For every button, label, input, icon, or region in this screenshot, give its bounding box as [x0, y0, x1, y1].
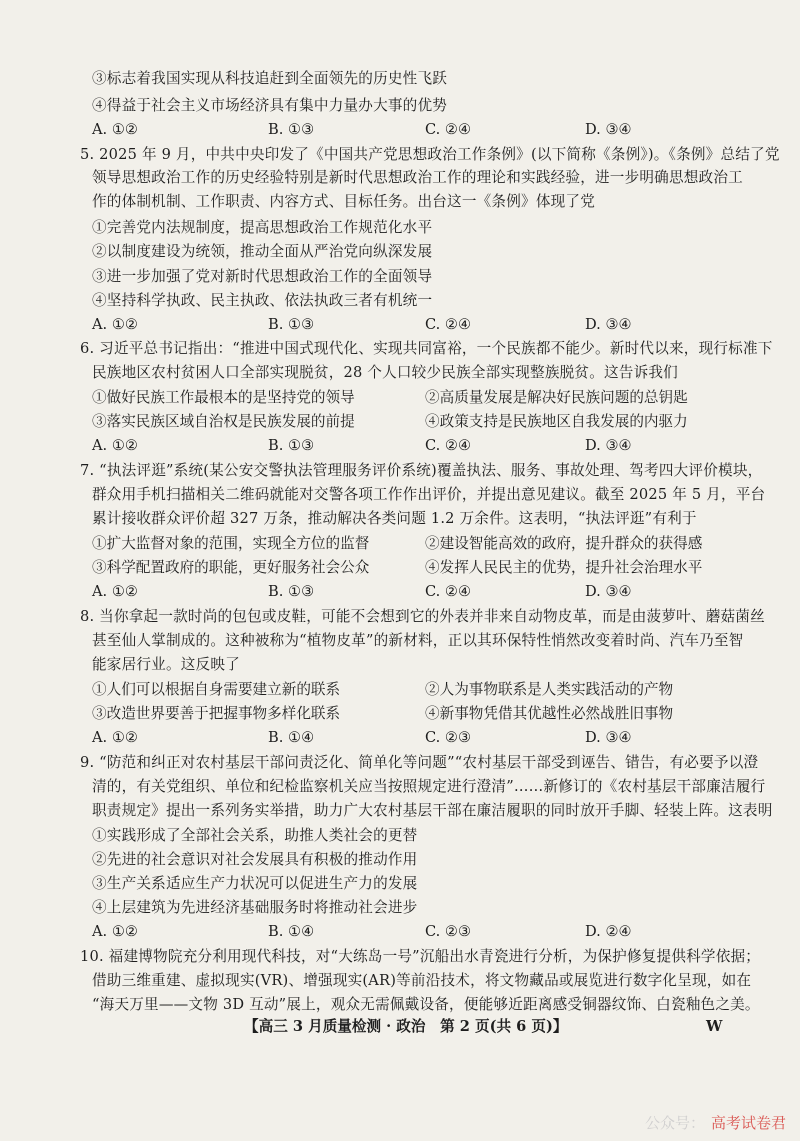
q4-statement-4: ④得益于社会主义市场经济具有集中力量办大事的优势 — [92, 97, 448, 114]
q10-stem-line-1: 10. 福建博物院充分利用现代科技，对“大练岛一号”沉船出水青瓷进行分析，为保护修复提供科学依据； — [80, 948, 761, 965]
q9-option-c: C. ②③ — [425, 923, 472, 940]
q5-option-d: D. ③④ — [585, 316, 632, 333]
q9-statement-2: ②先进的社会意识对社会发展具有积极的推动作用 — [92, 851, 418, 868]
q8-statement-3: ③改造世界要善于把握事物多样化联系 — [92, 705, 341, 722]
q7-statement-1: ①扩大监督对象的范围，实现全方位的监督 — [92, 535, 370, 552]
q8-option-c: C. ②③ — [425, 729, 472, 746]
q7-stem-line-3: 累计接收群众评价超 327 万条，推动解决各类问题 1.2 万余件。这表明，“执法评逛”有利于 — [92, 510, 697, 527]
q8-option-a: A. ①② — [92, 729, 138, 746]
q10-stem-line-2: 借助三维重建、虚拟现实(VR)、增强现实(AR)等前沿技术，将文物藏品或展览进行数字化呈现，如在 — [92, 972, 752, 989]
q8-statement-4: ④新事物凭借其优越性必然战胜旧事物 — [425, 705, 674, 722]
q9-option-a: A. ①② — [92, 923, 138, 940]
q5-statement-1: ①完善党内法规制度，提高思想政治工作规范化水平 — [92, 219, 433, 236]
q5-stem-line-2: 领导思想政治工作的历史经验特别是新时代思想政治工作的理论和实践经验，进一步明确思想政治工 — [92, 169, 743, 186]
q5-statement-3: ③进一步加强了党对新时代思想政治工作的全面领导 — [92, 268, 433, 285]
q8-stem-line-3: 能家居行业。这反映了 — [92, 656, 240, 673]
q7-option-c: C. ②④ — [425, 583, 472, 600]
q4-option-d: D. ③④ — [585, 121, 632, 138]
q5-option-c: C. ②④ — [425, 316, 472, 333]
q7-stem-line-1: 7. “执法评逛”系统(某公安交警执法管理服务评价系统)覆盖执法、服务、事故处理、驾考四大评价模块， — [80, 462, 763, 479]
q7-statement-2: ②建设智能高效的政府，提升群众的获得感 — [425, 535, 703, 552]
q10-stem-line-3: “海天万里——文物 3D 互动”展上，观众无需佩戴设备，便能够近距离感受铜器纹饰、白瓷釉色之美。 — [92, 996, 760, 1013]
q9-option-b: B. ①④ — [268, 923, 315, 940]
q4-option-c: C. ②④ — [425, 121, 472, 138]
q5-statement-4: ④坚持科学执政、民主执政、依法执政三者有机统一 — [92, 292, 433, 309]
q6-stem-line-1: 6. 习近平总书记指出：“推进中国式现代化、实现共同富裕，一个民族都不能少。新时代以来，现行标准下 — [80, 340, 773, 357]
watermark-name: 高考试卷君 — [710, 1114, 786, 1132]
q4-option-a: A. ①② — [92, 121, 138, 138]
q8-statement-1: ①人们可以根据自身需要建立新的联系 — [92, 681, 341, 698]
q5-stem-line-3: 作的体制机制、工作职责、内容方式、目标任务。出台这一《条例》体现了党 — [92, 193, 595, 210]
q8-stem-line-1: 8. 当你拿起一款时尚的包包或皮鞋，可能不会想到它的外表并非来自动物皮革，而是由菠萝叶、蘑菇菌丝 — [80, 608, 765, 625]
q7-option-d: D. ③④ — [585, 583, 632, 600]
q9-statement-3: ③生产关系适应生产力状况可以促进生产力的发展 — [92, 875, 418, 892]
q6-option-b: B. ①③ — [268, 437, 315, 454]
q9-option-d: D. ②④ — [585, 923, 632, 940]
watermark — [645, 1112, 786, 1133]
q9-statement-4: ④上层建筑为先进经济基础服务时将推动社会进步 — [92, 899, 418, 916]
q7-statement-3: ③科学配置政府的职能，更好服务社会公众 — [92, 559, 370, 576]
q6-statement-1: ①做好民族工作最根本的是坚持党的领导 — [92, 389, 355, 406]
q5-statement-2: ②以制度建设为统领，推动全面从严治党向纵深发展 — [92, 243, 433, 260]
q4-statement-3: ③标志着我国实现从科技追赶到全面领先的历史性飞跃 — [92, 70, 448, 87]
footer-page-info: 【高三 3 月质量检测 · 政治 第 2 页(共 6 页)】 — [244, 1018, 568, 1035]
q8-statement-2: ②人为事物联系是人类实践活动的产物 — [425, 681, 674, 698]
q7-option-a: A. ①② — [92, 583, 138, 600]
q8-option-d: D. ③④ — [585, 729, 632, 746]
watermark-account-label: 公众号： — [644, 1114, 705, 1132]
q6-statement-3: ③落实民族区域自治权是民族发展的前提 — [92, 413, 355, 430]
q8-stem-line-2: 甚至仙人掌制成的。这种被称为“植物皮革”的新材料，正以其环保特性悄然改变着时尚、汽车乃至智 — [92, 632, 744, 649]
q9-stem-line-1: 9. “防范和纠正对农村基层干部问责泛化、简单化等问题”“农村基层干部受到诬告、错告，有必要予以澄 — [80, 754, 759, 771]
q7-option-b: B. ①③ — [268, 583, 315, 600]
q6-statement-2: ②高质量发展是解决好民族问题的总钥匙 — [425, 389, 688, 406]
q7-stem-line-2: 群众用手机扫描相关二维码就能对交警各项工作作出评价，并提出意见建议。截至 2025 年 5 月，平台 — [92, 486, 766, 503]
q9-stem-line-3: 职责规定》提出一系列务实举措，助力广大农村基层干部在廉洁履职的同时放开手脚、轻装上阵。这表明 — [92, 802, 773, 819]
q8-option-b: B. ①④ — [268, 729, 315, 746]
q4-option-b: B. ①③ — [268, 121, 315, 138]
q6-stem-line-2: 民族地区农村贫困人口全部实现脱贫，28 个人口较少民族全部实现整族脱贫。这告诉我们 — [92, 364, 678, 381]
q5-option-b: B. ①③ — [268, 316, 315, 333]
q9-statement-1: ①实践形成了全部社会关系，助推人类社会的更替 — [92, 827, 418, 844]
q5-option-a: A. ①② — [92, 316, 138, 333]
q6-statement-4: ④政策支持是民族地区自我发展的内驱力 — [425, 413, 688, 430]
q6-option-d: D. ③④ — [585, 437, 632, 454]
q7-statement-4: ④发挥人民民主的优势，提升社会治理水平 — [425, 559, 703, 576]
q9-stem-line-2: 清的，有关党组织、单位和纪检监察机关应当按照规定进行澄清”……新修订的《农村基层干部廉洁履行 — [92, 778, 766, 795]
q5-stem-line-1: 5. 2025 年 9 月，中共中央印发了《中国共产党思想政治工作条例》(以下简称《条例》)。《条例》总结了党 — [80, 146, 780, 163]
footer-code: W — [706, 1018, 723, 1035]
q6-option-a: A. ①② — [92, 437, 138, 454]
q6-option-c: C. ②④ — [425, 437, 472, 454]
